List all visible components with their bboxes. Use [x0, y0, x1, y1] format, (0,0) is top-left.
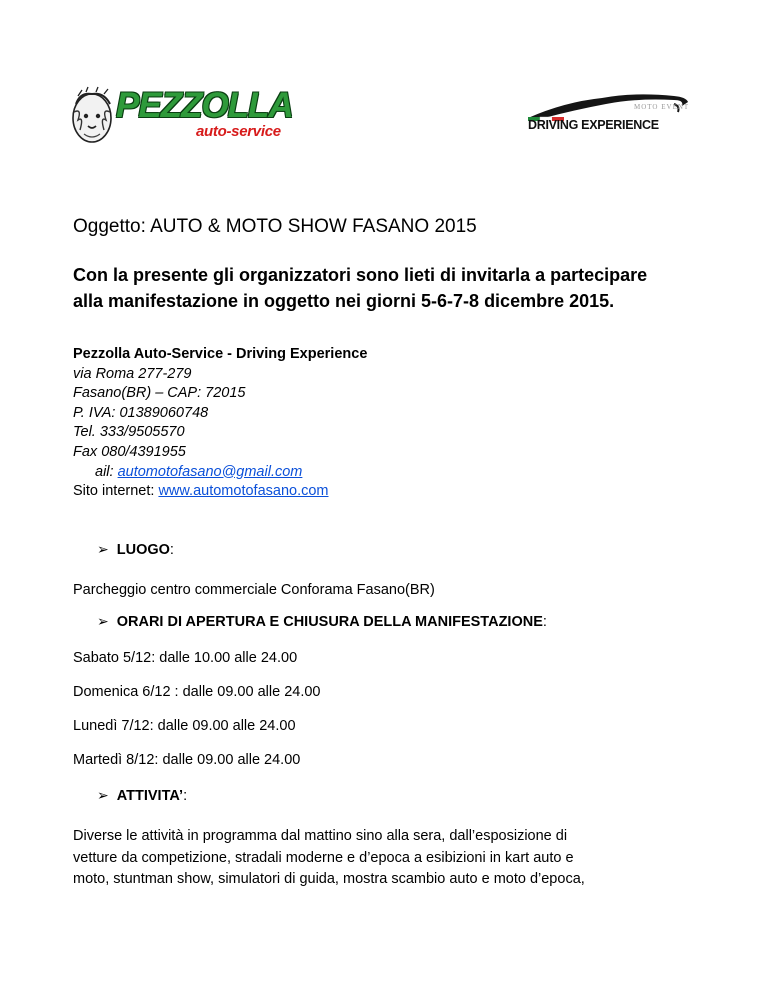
- orari-label: ORARI DI APERTURA E CHIUSURA DELLA MANIFESTAZIONE: [116, 614, 543, 630]
- schedule-sunday: Domenica 6/12 : dalle 09.00 alle 24.00: [73, 684, 321, 700]
- section-luogo: [97, 541, 174, 558]
- invitation-line-1: Con la presente gli organizzatori sono lieti di invitarla a partecipare: [73, 265, 648, 285]
- schedule-saturday: Sabato 5/12: dalle 10.00 alle 24.00: [73, 650, 298, 666]
- luogo-colon: :: [169, 542, 174, 558]
- address: via Roma 277-279: [73, 365, 192, 382]
- pezzolla-logo: [70, 86, 293, 148]
- attivita-colon: :: [183, 788, 188, 804]
- moto-event-tag: MOTO EVENT: [634, 103, 690, 111]
- schedule-monday: Lunedì 7/12: dalle 09.00 alle 24.00: [73, 718, 296, 734]
- driving-experience-logo-text: DRIVING EXPERIENCE: [528, 118, 659, 132]
- driving-experience-logo: [524, 88, 694, 138]
- section-orari: [97, 613, 547, 630]
- email-link[interactable]: automotofasano@gmail.com: [117, 463, 303, 480]
- attivita-line-2: vetture da competizione, stradali moderne e d’epoca a esibizioni in kart auto e: [73, 849, 574, 866]
- email-label: ail:: [95, 463, 118, 480]
- arrow-bullet-icon: ➢: [97, 613, 109, 629]
- invitation-line-2: alla manifestazione in oggetto nei giorni 5-6-7-8 dicembre 2015.: [73, 291, 615, 311]
- arrow-bullet-icon: ➢: [97, 787, 109, 803]
- attivita-line-1: Diverse le attività in programma dal mattino sino alla sera, dall’esposizione di: [73, 828, 568, 844]
- city-cap: Fasano(BR) – CAP: 72015: [73, 385, 246, 402]
- website-line: [73, 482, 367, 502]
- telephone: Tel. 333/9505570: [73, 424, 185, 441]
- email-line: [73, 463, 367, 483]
- subject-heading: Oggetto: AUTO & MOTO SHOW FASANO 2015: [73, 216, 477, 237]
- lion-emblem-icon: [70, 86, 116, 146]
- auto-service-logo-text: auto-service: [196, 123, 281, 140]
- fax: Fax 080/4391955: [73, 443, 186, 460]
- vat-number: P. IVA: 01389060748: [73, 404, 209, 421]
- luogo-text: Parcheggio centro commerciale Conforama Fasano(BR): [73, 582, 435, 598]
- attivita-paragraph: [73, 826, 733, 891]
- arrow-bullet-icon: ➢: [97, 541, 109, 557]
- attivita-line-3: moto, stuntman show, simulatori di guida, mostra scambio auto e moto d’epoca,: [73, 871, 585, 887]
- section-attivita: [97, 787, 187, 804]
- luogo-label: LUOGO: [116, 542, 170, 558]
- invitation-paragraph: [73, 262, 723, 314]
- orari-colon: :: [542, 614, 547, 630]
- schedule-tuesday: Martedì 8/12: dalle 09.00 alle 24.00: [73, 752, 301, 768]
- company-name: Pezzolla Auto-Service - Driving Experience: [73, 346, 368, 362]
- contact-block: [73, 345, 367, 502]
- website-link[interactable]: www.automotofasano.com: [158, 483, 329, 500]
- attivita-label: ATTIVITA’: [116, 788, 184, 804]
- website-label: Sito internet:: [73, 483, 159, 500]
- pezzolla-logo-text: PEZZOLLA: [116, 86, 293, 125]
